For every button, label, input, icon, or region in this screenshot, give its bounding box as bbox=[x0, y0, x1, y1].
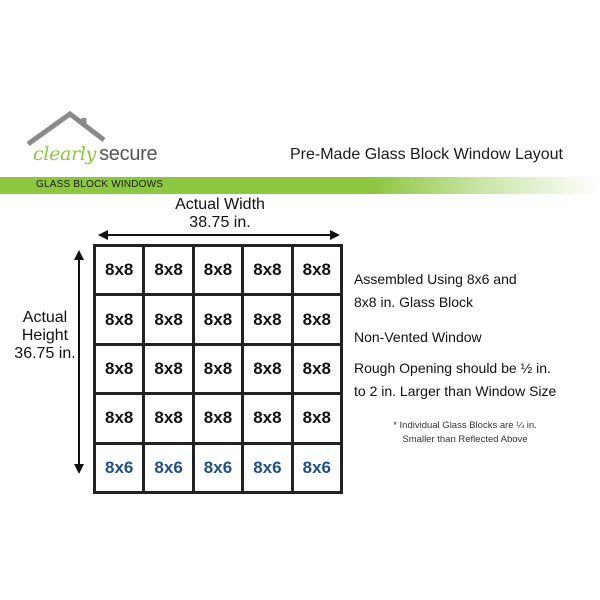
glass-block-cell: 8x8 bbox=[244, 346, 290, 392]
glass-block-cell: 8x8 bbox=[244, 395, 290, 441]
brand-bar-label: GLASS BLOCK WINDOWS bbox=[36, 179, 164, 190]
glass-block-cell: 8x8 bbox=[96, 296, 142, 342]
glass-block-cell: 8x8 bbox=[244, 247, 290, 293]
glass-block-cell: 8x6 bbox=[145, 445, 191, 491]
glass-block-cell: 8x6 bbox=[96, 445, 142, 491]
glass-block-cell: 8x8 bbox=[195, 247, 241, 293]
glass-block-cell: 8x8 bbox=[96, 247, 142, 293]
note-assembled bbox=[354, 268, 517, 314]
logo bbox=[33, 143, 157, 166]
glass-block-cell: 8x8 bbox=[294, 247, 340, 293]
glass-block-cell: 8x8 bbox=[195, 346, 241, 392]
logo-clearly-text: clearly bbox=[33, 143, 97, 165]
note-rough-opening bbox=[354, 357, 556, 403]
page-title: Pre-Made Glass Block Window Layout bbox=[290, 146, 563, 163]
glass-block-cell: 8x8 bbox=[195, 296, 241, 342]
footnote-line1: * Individual Glass Blocks are ¼ in. bbox=[393, 420, 537, 431]
note-vented: Non-Vented Window bbox=[354, 329, 482, 345]
glass-block-cell: 8x8 bbox=[96, 395, 142, 441]
glass-block-cell: 8x8 bbox=[145, 346, 191, 392]
footnote bbox=[360, 419, 570, 447]
note-assembled-line2: 8x8 in. Glass Block bbox=[354, 294, 474, 310]
glass-block-cell: 8x8 bbox=[294, 395, 340, 441]
glass-block-cell: 8x8 bbox=[145, 395, 191, 441]
logo-house-icon bbox=[22, 108, 112, 148]
height-label-line1: Actual bbox=[22, 309, 68, 326]
width-label-value: 38.75 in. bbox=[189, 214, 251, 231]
glass-block-cell: 8x8 bbox=[145, 247, 191, 293]
glass-block-grid bbox=[93, 244, 343, 494]
glass-block-cell: 8x8 bbox=[294, 296, 340, 342]
logo-secure-text: secure bbox=[99, 143, 158, 165]
height-label-line2: Height bbox=[21, 327, 69, 344]
height-arrow-icon bbox=[72, 250, 86, 474]
note-rough-line1: Rough Opening should be ½ in. bbox=[354, 360, 551, 376]
footnote-line2: Smaller than Reflected Above bbox=[402, 434, 528, 445]
glass-block-cell: 8x6 bbox=[195, 445, 241, 491]
width-label bbox=[150, 196, 290, 232]
height-label-value: 36.75 in. bbox=[14, 345, 76, 362]
width-label-title: Actual Width bbox=[175, 196, 265, 213]
note-rough-line2: to 2 in. Larger than Window Size bbox=[354, 383, 557, 399]
glass-block-cell: 8x6 bbox=[244, 445, 290, 491]
glass-block-cell: 8x8 bbox=[195, 395, 241, 441]
glass-block-cell: 8x8 bbox=[244, 296, 290, 342]
width-arrow-icon bbox=[98, 228, 340, 242]
glass-block-cell: 8x8 bbox=[145, 296, 191, 342]
glass-block-cell: 8x8 bbox=[294, 346, 340, 392]
glass-block-cell: 8x8 bbox=[96, 346, 142, 392]
glass-block-cell: 8x6 bbox=[294, 445, 340, 491]
note-assembled-line1: Assembled Using 8x6 and bbox=[354, 271, 517, 287]
